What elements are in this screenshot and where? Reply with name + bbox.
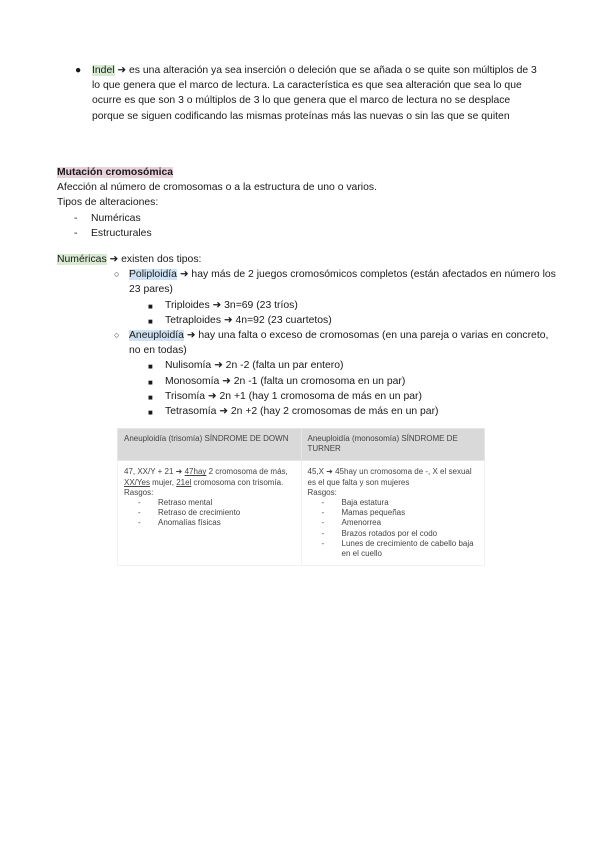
mutacion-title: Mutación cromosómica bbox=[57, 167, 174, 178]
list-item: ■ Nulisomía ➜ 2n -2 (falta un par entero) bbox=[57, 358, 557, 373]
down-rasgos-list bbox=[124, 498, 295, 529]
table-header-turner: Aneuploidía (monosomía) SÍNDROME DE TURNER bbox=[301, 429, 485, 461]
square-bullet-icon: ■ bbox=[148, 301, 153, 311]
turner-rasgos-label: Rasgos: bbox=[307, 487, 337, 497]
list-item: ■ Tetraploides ➜ 4n=92 (23 cuartetos) bbox=[57, 313, 557, 328]
list-item: - Retraso de crecimiento bbox=[138, 508, 241, 518]
list-item: ■ Tetrasomía ➜ 2n +2 (hay 2 cromosomas de más en un par) bbox=[57, 404, 557, 419]
list-item: - Lunes de crecimiento de cabello baja en el cuello bbox=[321, 538, 474, 559]
circle-bullet-icon: ○ bbox=[114, 269, 120, 280]
square-bullet-icon: ■ bbox=[148, 362, 153, 372]
square-bullet-icon: ■ bbox=[148, 377, 153, 387]
list-item: - Brazos rotados por el codo bbox=[321, 528, 438, 538]
list-item: - Estructurales bbox=[74, 227, 152, 239]
list-item: ■ Monosomía ➜ 2n -1 (falta un cromosoma en un par) bbox=[57, 374, 557, 389]
aneuploidia-term: Aneuploidía bbox=[129, 330, 184, 342]
mutacion-definition: Afección al número de cromosomas o a la estructura de uno o varios. bbox=[57, 182, 377, 194]
aneuploidia-item bbox=[57, 328, 557, 358]
circle-bullet-icon: ○ bbox=[114, 330, 120, 341]
tipos-list bbox=[57, 211, 557, 241]
poliploidia-text: ➜ hay más de 2 juegos cromosómicos completos (están afectados en número los 23 pares) bbox=[129, 269, 556, 296]
square-bullet-icon: ■ bbox=[148, 392, 153, 402]
list-item: - Amenorrea bbox=[321, 518, 382, 528]
numericas-term: Numéricas bbox=[57, 254, 107, 265]
list-item: - Anomalías físicas bbox=[138, 518, 221, 528]
tipos-label: Tipos de alteraciones: bbox=[57, 197, 159, 209]
indel-paragraph bbox=[92, 63, 545, 124]
table-header-down: Aneuploidía (trisomía) SÍNDROME DE DOWN bbox=[118, 429, 302, 461]
list-item: - Retraso mental bbox=[138, 498, 213, 508]
numericas-section bbox=[57, 252, 557, 419]
list-item: - Mamas pequeñas bbox=[321, 508, 406, 518]
numericas-text: ➜ existen dos tipos: bbox=[106, 254, 202, 265]
list-item: ■ Trisomía ➜ 2n +1 (hay 1 cromosoma de más en un par) bbox=[57, 389, 557, 404]
turner-description: 45,X ➜ 45hay un cromosoma de -, X el sexual es el que falta y son mujeres bbox=[307, 467, 472, 487]
indel-text: ➜ es una alteración ya sea inserción o deleción que se añada o se quite son múltiplos de 3 lo que genera que el marco de lectura. La característica es que sea alteración que sea lo que ocurre es que son 3 o múltiplos de 3 lo que genera que el marco de lectura no se desplace porque se siguen codificando las mismas proteínas más las nuevas o sin las que se quiten bbox=[92, 65, 537, 122]
poliploidia-term: Poliploidía bbox=[129, 269, 177, 281]
table-cell-turner bbox=[301, 461, 485, 566]
syndromes-table bbox=[117, 428, 485, 566]
aneuploidia-text: ➜ hay una falta o exceso de cromosomas (en una pareja o varias en concreto, no en todas) bbox=[129, 330, 549, 357]
list-item: ■ Triploides ➜ 3n=69 (23 tríos) bbox=[57, 298, 557, 313]
list-item: - Baja estatura bbox=[321, 498, 389, 508]
down-rasgos-label: Rasgos: bbox=[124, 487, 154, 497]
down-description: 47, XX/Y + 21 ➜ 47hay 2 cromosoma de más, XX/Yes mujer, 21el cromosoma con trisomía. bbox=[124, 467, 288, 487]
indel-term: Indel bbox=[92, 65, 115, 76]
table-cell-down bbox=[118, 461, 302, 566]
bullet-dot-icon: ● bbox=[75, 65, 82, 76]
square-bullet-icon: ■ bbox=[148, 408, 153, 418]
poliploidia-item bbox=[57, 267, 557, 297]
list-item: - Numéricas bbox=[74, 212, 141, 224]
mutacion-section bbox=[57, 165, 557, 241]
square-bullet-icon: ■ bbox=[148, 316, 153, 326]
indel-bullet bbox=[75, 63, 545, 124]
turner-rasgos-list bbox=[308, 498, 479, 559]
